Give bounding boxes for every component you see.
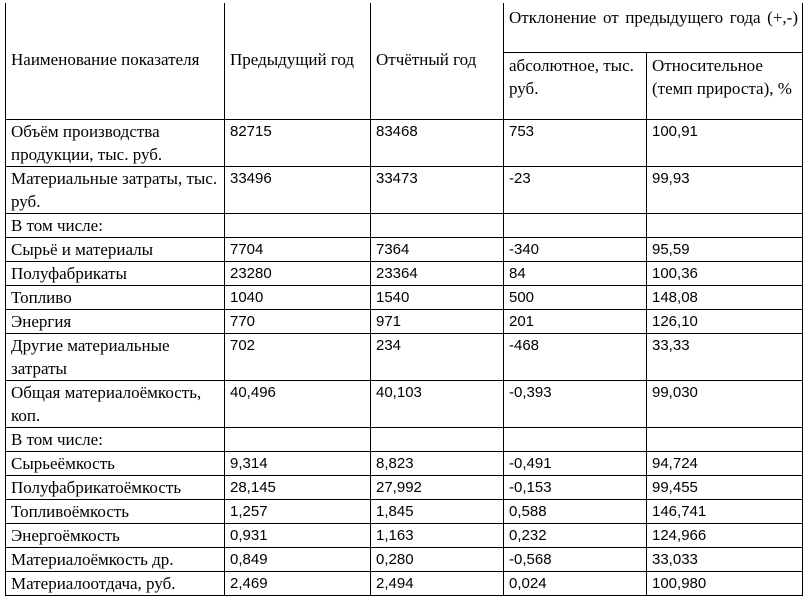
reporting-year-cell: 27,992 xyxy=(371,476,504,500)
reporting-year-cell: 40,103 xyxy=(371,381,504,428)
previous-year-cell: 82715 xyxy=(225,120,371,167)
row-label-cell: В том числе: xyxy=(6,428,225,452)
relative-deviation-cell: 148,08 xyxy=(647,286,803,310)
row-label-cell: В том числе: xyxy=(6,214,225,238)
previous-year-cell: 1040 xyxy=(225,286,371,310)
table-row xyxy=(6,310,803,334)
previous-year-cell: 23280 xyxy=(225,262,371,286)
reporting-year-cell: 33473 xyxy=(371,167,504,214)
row-label-cell: Другие материальные затраты xyxy=(6,334,225,381)
row-label-cell: Объём производства продукции, тыс. руб. xyxy=(6,120,225,167)
table-row xyxy=(6,476,803,500)
absolute-deviation-cell: -0,568 xyxy=(504,548,647,572)
relative-deviation-cell: 33,033 xyxy=(647,548,803,572)
absolute-deviation-cell: -340 xyxy=(504,238,647,262)
reporting-year-cell: 234 xyxy=(371,334,504,381)
previous-year-cell: 770 xyxy=(225,310,371,334)
header-relative: Относительное (темп прироста), % xyxy=(647,53,803,120)
row-label-cell: Сырьеёмкость xyxy=(6,452,225,476)
relative-deviation-cell: 99,455 xyxy=(647,476,803,500)
reporting-year-cell: 971 xyxy=(371,310,504,334)
table-row xyxy=(6,572,803,596)
absolute-deviation-cell: 84 xyxy=(504,262,647,286)
material-costs-table xyxy=(5,0,803,596)
reporting-year-cell: 7364 xyxy=(371,238,504,262)
absolute-deviation-cell: -0,491 xyxy=(504,452,647,476)
relative-deviation-cell: 100,36 xyxy=(647,262,803,286)
reporting-year-cell: 2,494 xyxy=(371,572,504,596)
reporting-year-cell: 1540 xyxy=(371,286,504,310)
table-row xyxy=(6,381,803,428)
absolute-deviation-cell: 0,024 xyxy=(504,572,647,596)
previous-year-cell: 0,849 xyxy=(225,548,371,572)
relative-deviation-cell xyxy=(647,428,803,452)
row-label-cell: Топливо xyxy=(6,286,225,310)
absolute-deviation-cell: 500 xyxy=(504,286,647,310)
row-label-cell: Полуфабрикаты xyxy=(6,262,225,286)
relative-deviation-cell: 94,724 xyxy=(647,452,803,476)
header-absolute: абсолютное, тыс. руб. xyxy=(504,53,647,120)
relative-deviation-cell xyxy=(647,214,803,238)
reporting-year-cell: 1,163 xyxy=(371,524,504,548)
relative-deviation-cell: 99,030 xyxy=(647,381,803,428)
row-label-cell: Материальные затраты, тыс. руб. xyxy=(6,167,225,214)
header-previous-year: Предыдущий год xyxy=(225,0,371,120)
relative-deviation-cell: 33,33 xyxy=(647,334,803,381)
previous-year-cell xyxy=(225,428,371,452)
table-row xyxy=(6,167,803,214)
reporting-year-cell xyxy=(371,214,504,238)
relative-deviation-cell: 124,966 xyxy=(647,524,803,548)
table-row xyxy=(6,120,803,167)
previous-year-cell: 9,314 xyxy=(225,452,371,476)
relative-deviation-cell: 100,91 xyxy=(647,120,803,167)
previous-year-cell: 702 xyxy=(225,334,371,381)
table-row xyxy=(6,262,803,286)
table-row xyxy=(6,524,803,548)
row-label-cell: Топливоёмкость xyxy=(6,500,225,524)
relative-deviation-cell: 100,980 xyxy=(647,572,803,596)
row-label-cell: Полуфабрикатоёмкость xyxy=(6,476,225,500)
reporting-year-cell: 1,845 xyxy=(371,500,504,524)
reporting-year-cell: 8,823 xyxy=(371,452,504,476)
table-row xyxy=(6,452,803,476)
absolute-deviation-cell: 0,588 xyxy=(504,500,647,524)
absolute-deviation-cell: 0,232 xyxy=(504,524,647,548)
reporting-year-cell: 83468 xyxy=(371,120,504,167)
relative-deviation-cell: 95,59 xyxy=(647,238,803,262)
absolute-deviation-cell: -23 xyxy=(504,167,647,214)
previous-year-cell: 7704 xyxy=(225,238,371,262)
absolute-deviation-cell: -0,153 xyxy=(504,476,647,500)
row-label-cell: Энергия xyxy=(6,310,225,334)
table-row xyxy=(6,286,803,310)
absolute-deviation-cell: -468 xyxy=(504,334,647,381)
row-label-cell: Материалоёмкость др. xyxy=(6,548,225,572)
previous-year-cell: 28,145 xyxy=(225,476,371,500)
absolute-deviation-cell: 201 xyxy=(504,310,647,334)
previous-year-cell: 0,931 xyxy=(225,524,371,548)
absolute-deviation-cell: 753 xyxy=(504,120,647,167)
absolute-deviation-cell: -0,393 xyxy=(504,381,647,428)
reporting-year-cell: 23364 xyxy=(371,262,504,286)
previous-year-cell: 33496 xyxy=(225,167,371,214)
relative-deviation-cell: 99,93 xyxy=(647,167,803,214)
previous-year-cell: 40,496 xyxy=(225,381,371,428)
header-indicator-name: Наименование показателя xyxy=(6,0,225,120)
previous-year-cell: 2,469 xyxy=(225,572,371,596)
absolute-deviation-cell xyxy=(504,428,647,452)
table-row xyxy=(6,548,803,572)
header-deviation: Отклонение от предыдущего года (+,-) xyxy=(504,0,803,53)
row-label-cell: Энергоёмкость xyxy=(6,524,225,548)
absolute-deviation-cell xyxy=(504,214,647,238)
table-row xyxy=(6,500,803,524)
reporting-year-cell: 0,280 xyxy=(371,548,504,572)
relative-deviation-cell: 126,10 xyxy=(647,310,803,334)
row-label-cell: Сырьё и материалы xyxy=(6,238,225,262)
header-reporting-year: Отчётный год xyxy=(371,0,504,120)
table-row xyxy=(6,334,803,381)
table-row xyxy=(6,238,803,262)
reporting-year-cell xyxy=(371,428,504,452)
header-row-top xyxy=(6,0,803,53)
table-row xyxy=(6,214,803,238)
row-label-cell: Материалоотдача, руб. xyxy=(6,572,225,596)
previous-year-cell xyxy=(225,214,371,238)
page-crop-edge xyxy=(0,0,807,3)
previous-year-cell: 1,257 xyxy=(225,500,371,524)
row-label-cell: Общая материалоёмкость, коп. xyxy=(6,381,225,428)
table-row xyxy=(6,428,803,452)
relative-deviation-cell: 146,741 xyxy=(647,500,803,524)
